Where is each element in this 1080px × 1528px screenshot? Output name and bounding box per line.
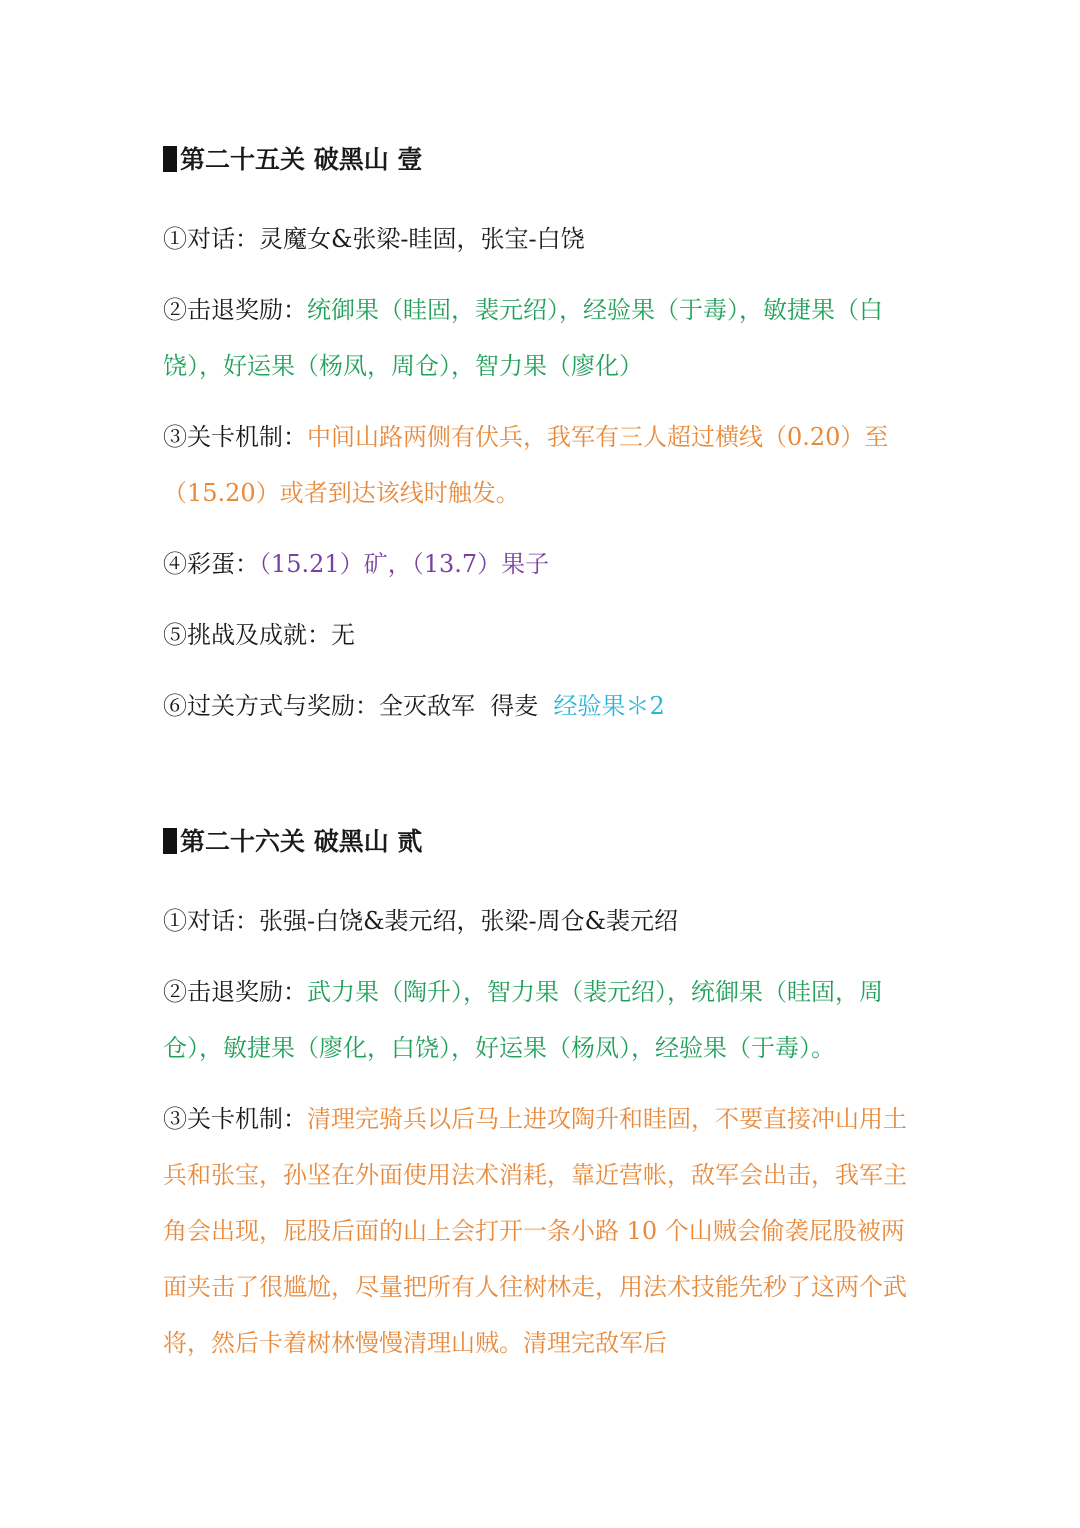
mechanism-value: 清理完骑兵以后马上进攻陶升和眭固，不要直接冲山用土兵和张宝，孙坚在外面使用法术消耗，靠近营帐，敌军会出击，我军主角会出现，屁股后面的山上会打开一条小路 10 个山贼会偷袭屁股被两面夹击了很尴尬，尽量把所有人往树林走，用法术技能先秒了这两个武将，然后卡着树林慢慢清理山贼。清理完敌军后 (163, 1105, 907, 1357)
level-25-challenge (163, 607, 923, 663)
repel-reward-label: ②击退奖励： (163, 978, 307, 1006)
clear-reward-value: 经验果＊2 (553, 692, 665, 720)
mechanism-label: ③关卡机制： (163, 1105, 307, 1133)
mechanism-label: ③关卡机制： (163, 423, 307, 451)
level-25-easter-egg (163, 536, 923, 592)
level-25-title-text: 第二十五关 破黑山 壹 (180, 145, 423, 174)
easter-egg-label: ④彩蛋： (163, 550, 259, 578)
level-25-dialogue (163, 211, 923, 267)
clear-label: ⑥过关方式与奖励： (163, 692, 379, 720)
dialogue-value: 张强-白饶&裴元绍，张梁-周仓&裴元绍 (259, 907, 678, 935)
level-26-dialogue (163, 893, 923, 949)
title-marker-icon (163, 828, 177, 854)
title-marker-icon (163, 146, 177, 172)
repel-reward-value: 武力果（陶升），智力果（裴元绍），统御果（眭固，周仓），敏捷果（廖化，白饶），好运果（杨凤），经验果（于毒）。 (163, 978, 883, 1062)
dialogue-value: 灵魔女&张梁-眭固，张宝-白饶 (259, 225, 585, 253)
level-25-section (163, 140, 923, 749)
dialogue-label: ①对话： (163, 225, 259, 253)
level-25-repel-reward (163, 282, 923, 394)
mechanism-value: 中间山路两侧有伏兵，我军有三人超过横线（0.20）至（15.20）或者到达该线时触发。 (163, 423, 889, 507)
level-26-title-text: 第二十六关 破黑山 贰 (180, 827, 423, 856)
easter-egg-value: （15.21）矿，（13.7）果子 (259, 550, 550, 578)
level-26-repel-reward (163, 964, 923, 1076)
level-25-title (163, 140, 923, 180)
repel-reward-value: 统御果（眭固，裴元绍），经验果（于毒），敏捷果（白饶），好运果（杨凤，周仓），智力果（廖化） (163, 296, 883, 380)
dialogue-label: ①对话： (163, 907, 259, 935)
challenge-label: ⑤挑战及成就： (163, 621, 331, 649)
level-26-mechanism (163, 1091, 923, 1371)
challenge-value: 无 (331, 621, 355, 649)
clear-value: 全灭敌军 得麦 (379, 692, 554, 720)
level-25-clear (163, 678, 923, 734)
repel-reward-label: ②击退奖励： (163, 296, 307, 324)
level-25-mechanism (163, 409, 923, 521)
level-26-title (163, 822, 923, 862)
level-26-section (163, 822, 923, 1386)
